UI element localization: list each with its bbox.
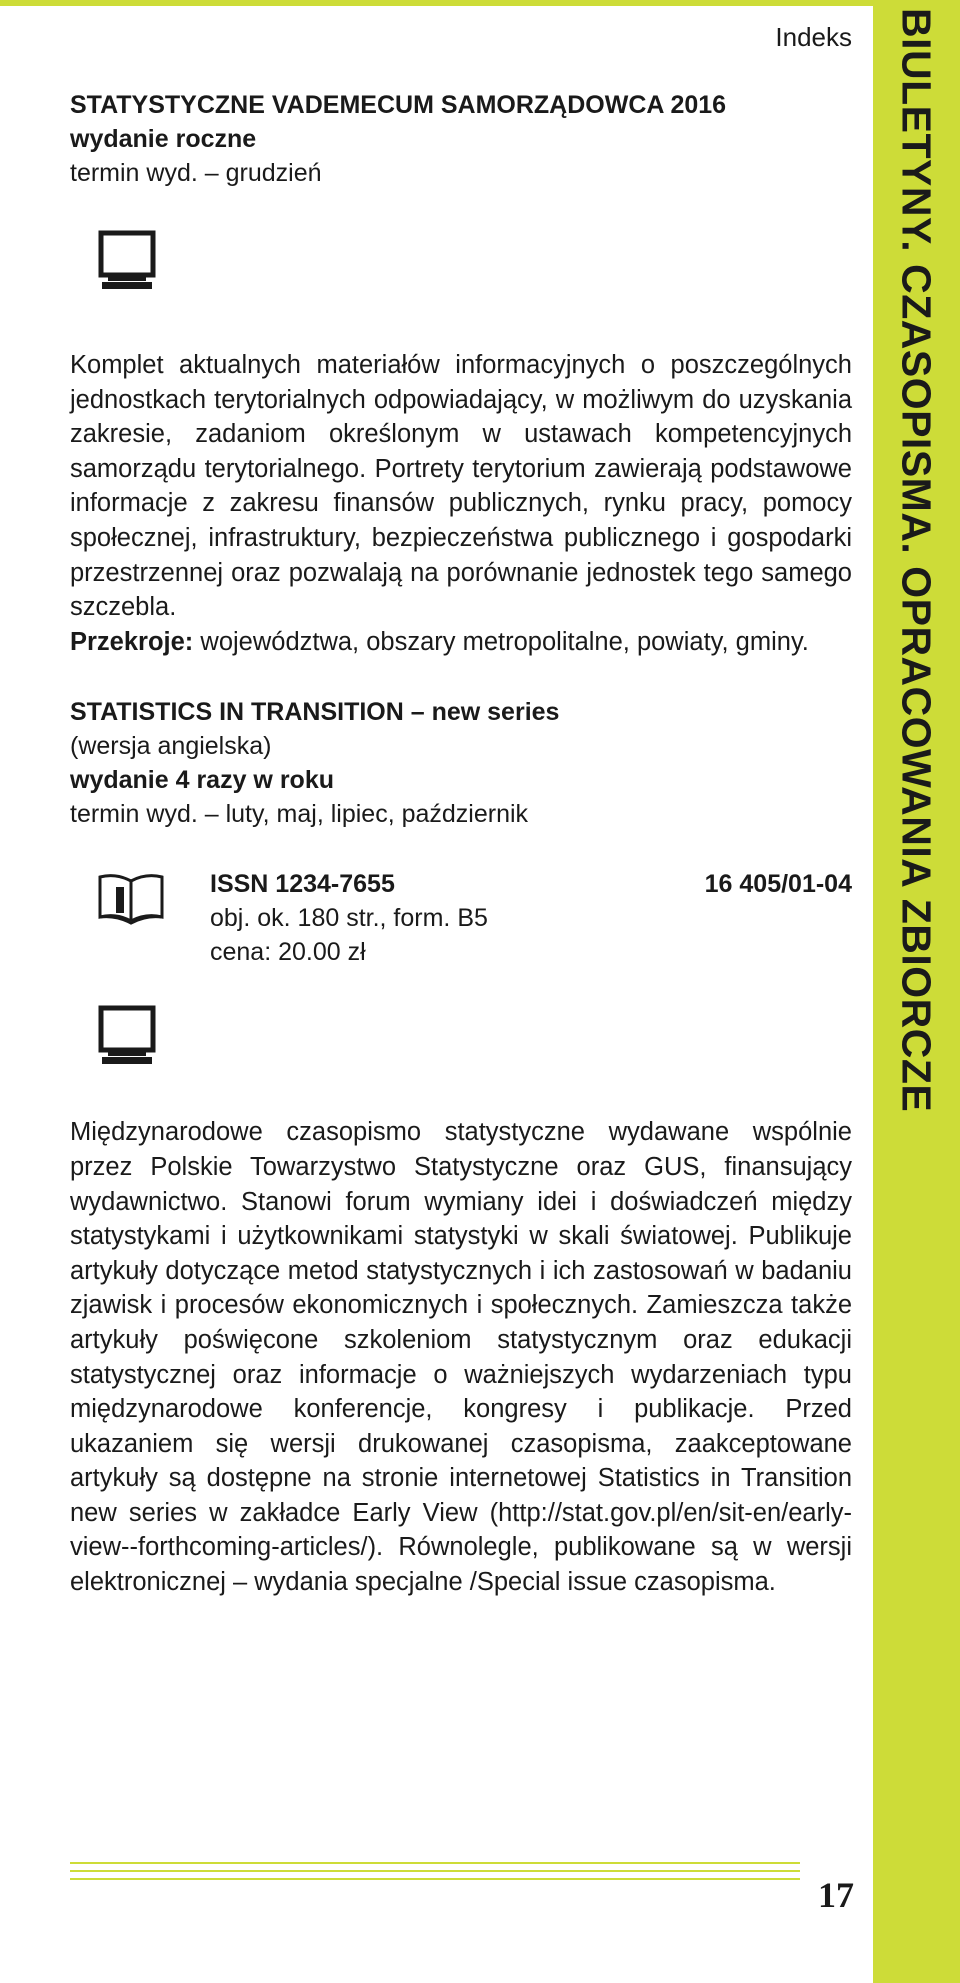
footer-rule bbox=[70, 1878, 800, 1880]
page-content bbox=[70, 88, 852, 1600]
header-label: Indeks bbox=[775, 22, 852, 52]
breakdown-label: Przekroje: bbox=[70, 627, 194, 656]
price: cena: 20.00 zł bbox=[210, 938, 366, 967]
monitor-icon bbox=[98, 1005, 152, 1067]
publication-description: Międzynarodowe czasopismo statystyczne wydawane wspólnie przez Polskie Towarzystwo Statystyczne oraz GUS, finansujący wydawnictwo. Stanowi forum wymiany idei i doświadczeń między statystykami i użytkownikami statystyki w skali światowej. Publikuje artykuły dotyczące metod statystycznych i ich zastosowań w badaniu zjawisk i procesów ekonomicznych i społecznych. Zamieszcza także artykuły poświęcone szkoleniom statystycznym oraz edukacji statystycznej oraz informacje o ważniejszych wydarzeniach typu międzynarodowe konferencje, kongresy i publikacje. Przed ukazaniem się wersji drukowanej czasopisma, zaakceptowane artykuły są dostępne na stronie internetowej Statistics in Transition new series w zakładce Early View (http://stat.gov.pl/en/sit-en/early-view--forthcoming-articles/). Równolegle, publikowane są w wersji elektronicznej – wydania specjalne /Special issue czasopisma. bbox=[70, 1118, 852, 1597]
format-icons bbox=[98, 230, 852, 300]
catalog-code: 16 405/01-04 bbox=[704, 870, 852, 899]
publication-entry-sit bbox=[70, 695, 852, 1599]
breakdown-text: województwa, obszary metropolitalne, powiaty, gminy. bbox=[200, 627, 809, 656]
publication-release: termin wyd. – luty, maj, lipiec, październik bbox=[70, 800, 529, 829]
print-details bbox=[70, 867, 852, 979]
publication-language: (wersja angielska) bbox=[70, 732, 272, 761]
side-section-title: BIULETYNY. CZASOPISMA. OPRACOWANIA ZBIORCZE bbox=[893, 8, 940, 1113]
book-icon bbox=[96, 871, 166, 927]
footer-rules bbox=[70, 1862, 800, 1886]
print-info bbox=[210, 867, 488, 969]
issn-number: ISSN 1234-7655 bbox=[210, 870, 395, 899]
volume-format: obj. ok. 180 str., form. B5 bbox=[210, 904, 488, 933]
publication-frequency: wydanie 4 razy w roku bbox=[70, 766, 334, 795]
monitor-icon bbox=[98, 230, 152, 292]
top-accent-stripe bbox=[0, 0, 960, 6]
breakdown-line bbox=[70, 625, 852, 660]
footer-rule bbox=[70, 1870, 800, 1872]
format-icons bbox=[98, 1005, 852, 1075]
publication-frequency: wydanie roczne bbox=[70, 125, 257, 153]
publication-title: STATYSTYCZNE VADEMECUM SAMORZĄDOWCA 2016 bbox=[70, 91, 727, 119]
publication-description: Komplet aktualnych materiałów informacyjnych o poszczególnych jednostkach terytorialnych odpowiadający, w możliwym do uzyskania zakresie, zadaniom określonym w ustawach kompetencyjnych samorządu terytorialnego. Portrety terytorium zawierają podstawowe informacje z zakresu finansów publicznych, rynku pracy, pomocy społecznej, infrastruktury, bezpieczeństwa publicznego i gospodarki przestrzennej oraz pozwalają na porównanie jednostek tego samego szczebla. bbox=[70, 351, 852, 622]
page-number: 17 bbox=[818, 1875, 854, 1915]
footer-rule bbox=[70, 1862, 800, 1864]
publication-title: STATISTICS IN TRANSITION – new series bbox=[70, 698, 560, 727]
publication-release: termin wyd. – grudzień bbox=[70, 159, 322, 187]
publication-entry-vademecum bbox=[70, 88, 852, 659]
